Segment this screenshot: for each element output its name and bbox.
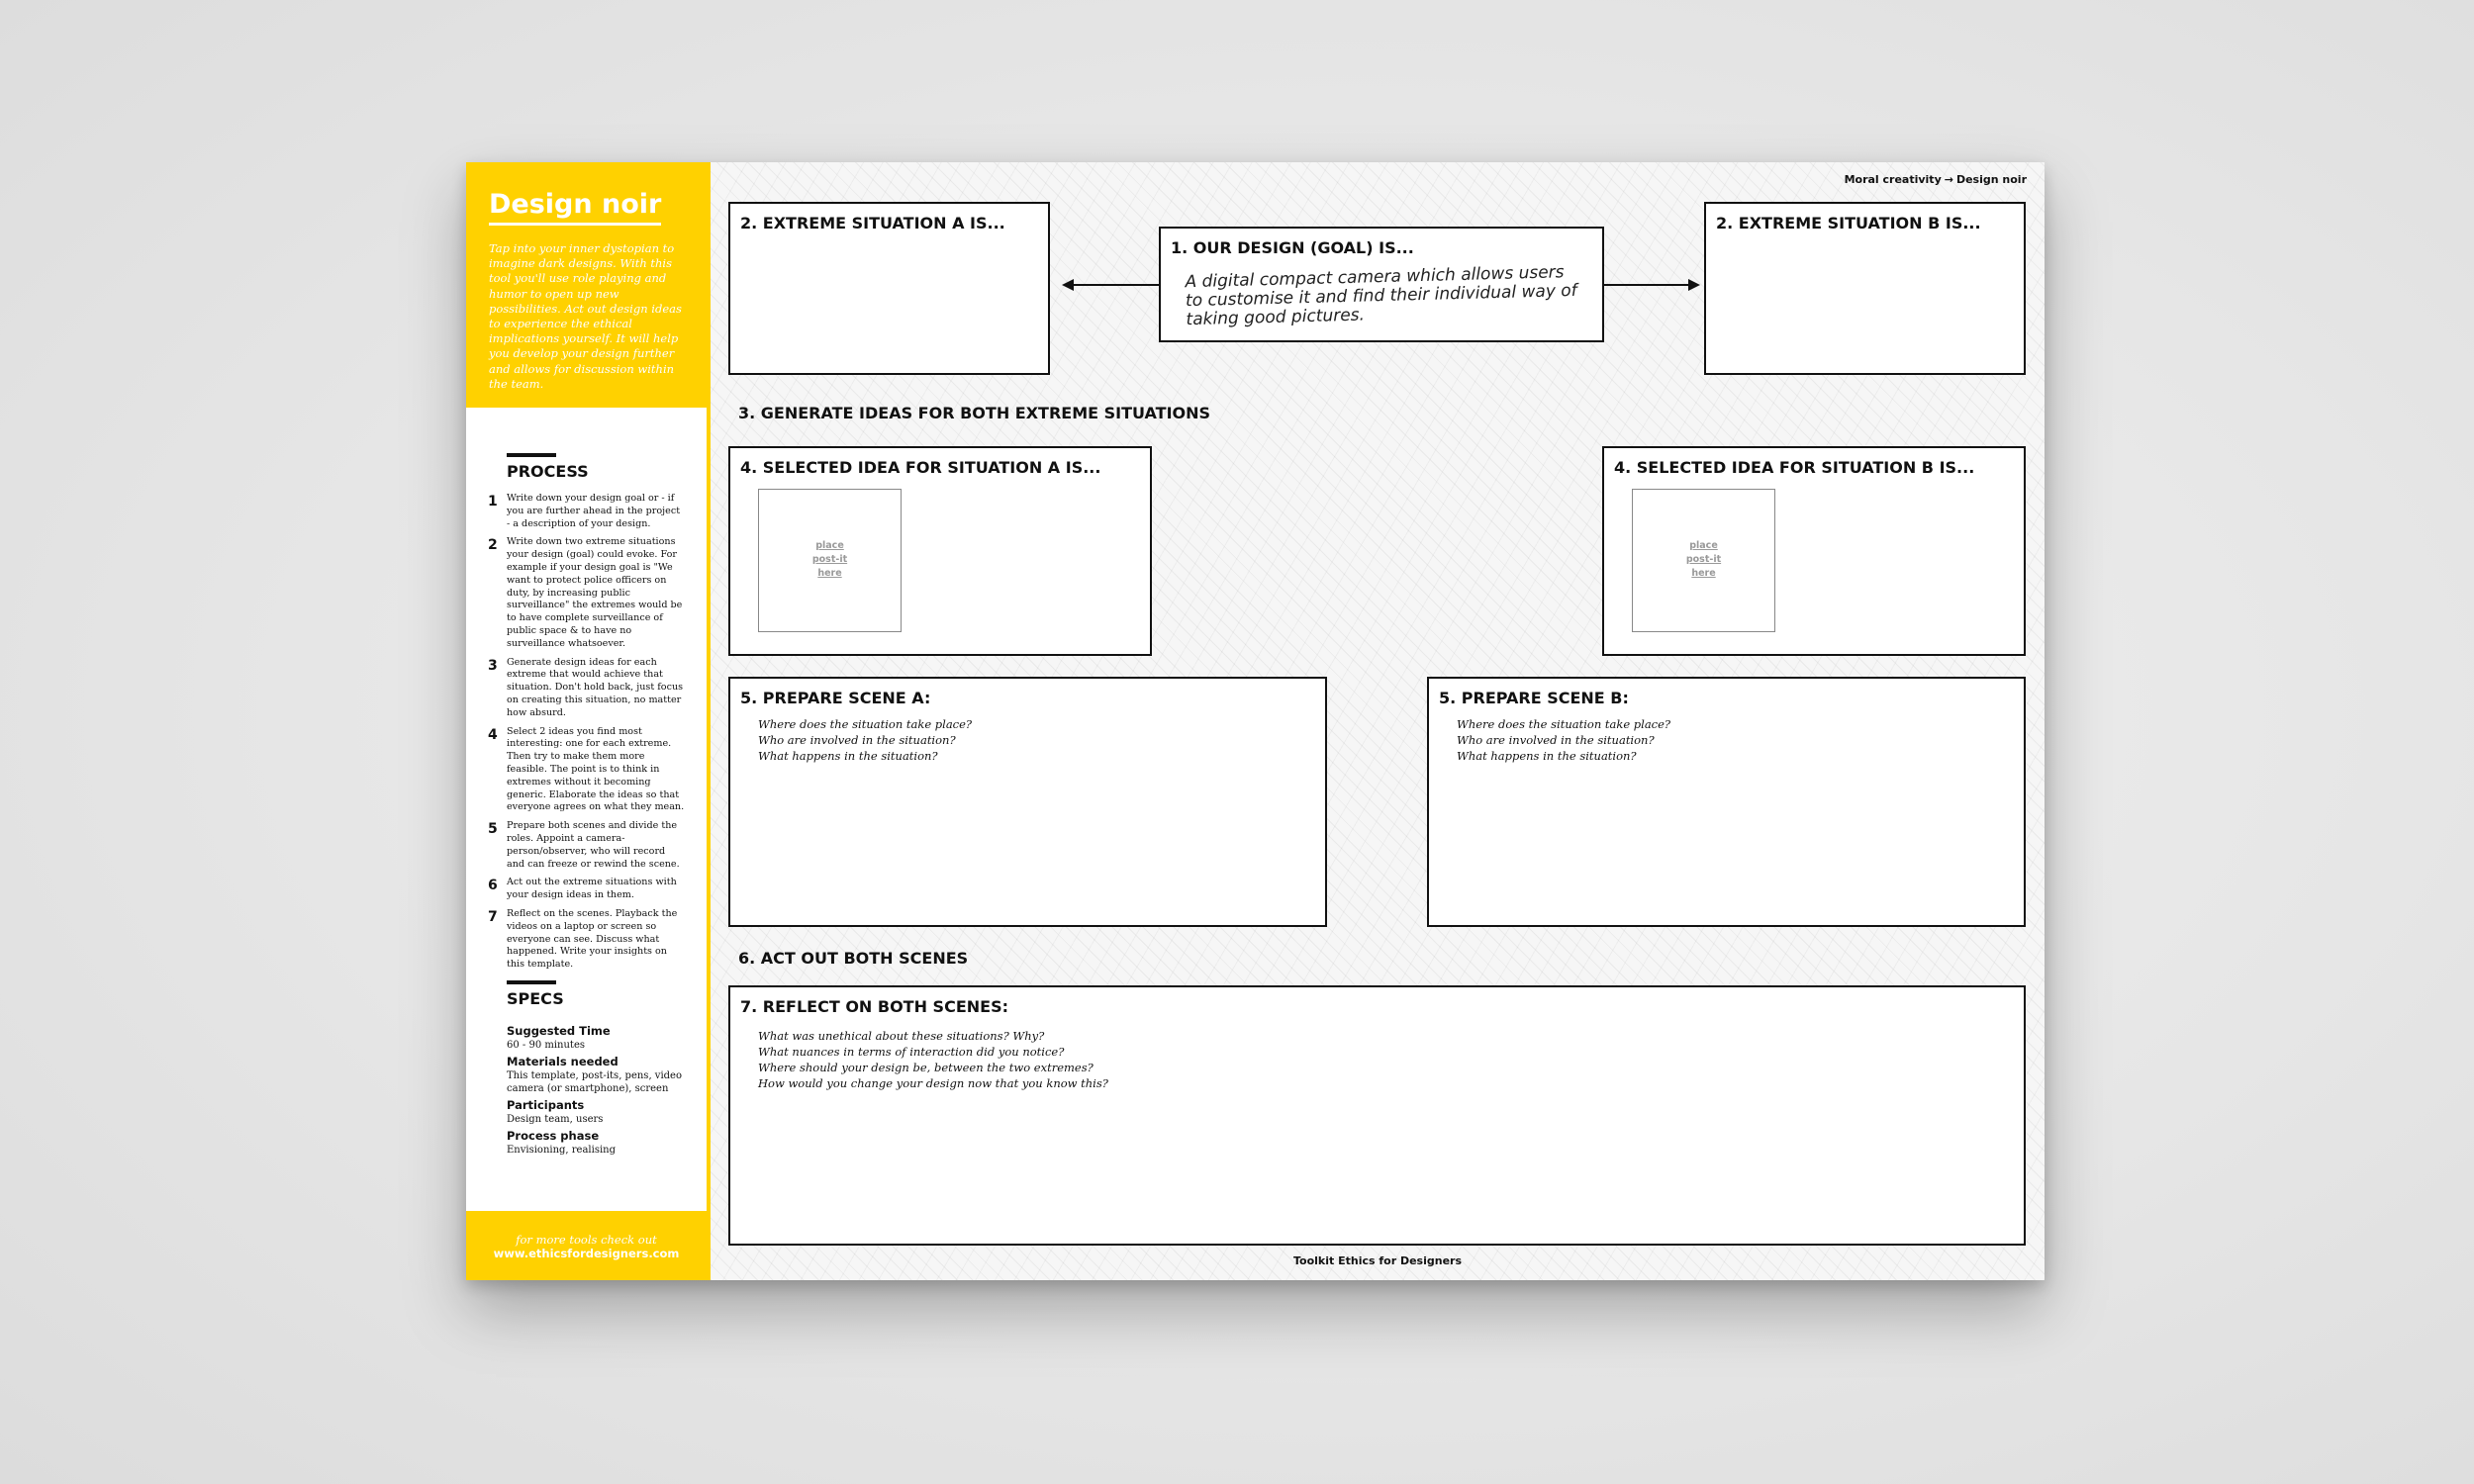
process-step (488, 536, 686, 650)
prepare-scene-b-title: 5. PREPARE SCENE B: (1439, 689, 1629, 707)
step-number: 2 (488, 537, 498, 554)
process-steps (488, 493, 686, 977)
reflect-title: 7. REFLECT ON BOTH SCENES: (740, 997, 1008, 1016)
scene-a-questions (758, 716, 972, 764)
spec-value: Envisioning, realising (507, 1145, 617, 1156)
spec-label: Materials needed (507, 1055, 618, 1068)
process-step (488, 657, 686, 720)
footer-note: for more tools check out (516, 1233, 657, 1247)
process-step (488, 493, 686, 530)
prompt-question: Who are involved in the situation? (758, 733, 956, 747)
step-number: 5 (488, 821, 498, 838)
sidebar-footer (466, 1211, 707, 1280)
arrow-right-icon (1688, 279, 1700, 291)
design-goal-box[interactable] (1159, 227, 1604, 342)
step-text: Select 2 ideas you find most interesting: one for each extreme. Then try to make them more feasible. The point is to think in extremes without it becoming generic. Elaborate the ideas so that everyone agrees on what they mean. (507, 725, 685, 813)
process-step (488, 908, 686, 972)
breadcrumb-tool: Design noir (1955, 173, 2027, 186)
prompt-question: Who are involved in the situation? (1457, 733, 1655, 747)
sidebar-header (466, 162, 707, 408)
design-goal-text: A digital compact camera which allows users to customise it and find their individual way of taking good pictures. (1185, 262, 1577, 330)
spec-label: Process phase (507, 1129, 600, 1143)
prompt-question: What happens in the situation? (758, 749, 938, 763)
prepare-scene-a-box[interactable] (728, 677, 1327, 927)
website-link[interactable]: www.ethicsfordesigners.com (493, 1247, 680, 1260)
selected-idea-b-box[interactable] (1602, 446, 2026, 656)
template-poster (466, 162, 2045, 1280)
process-title: PROCESS (507, 462, 589, 481)
generate-ideas-label: 3. GENERATE IDEAS FOR BOTH EXTREME SITUATIONS (738, 404, 1211, 422)
selected-idea-a-title: 4. SELECTED IDEA FOR SITUATION A IS... (740, 458, 1101, 477)
prompt-question: What happens in the situation? (1457, 749, 1637, 763)
spec-label: Suggested Time (507, 1024, 611, 1038)
step-text: Write down two extreme situations your design (goal) could evoke. For example if your design goal is "We want to protect police officers on duty, by increasing public surveillance" the extremes would be to have complete surveillance of public space & to have no surveillance whatsoever. (507, 536, 683, 649)
prompt-question: What nuances in terms of interaction did you notice? (758, 1045, 1065, 1059)
process-step (488, 820, 686, 871)
process-step (488, 877, 686, 902)
breadcrumb (1845, 173, 2027, 186)
spec-value: 60 - 90 minutes (507, 1040, 585, 1051)
selected-idea-b-title: 4. SELECTED IDEA FOR SITUATION B IS... (1614, 458, 1975, 477)
spec-value: Design team, users (507, 1114, 604, 1125)
prompt-question: Where should your design be, between the two extremes? (758, 1061, 1094, 1074)
step-text: Write down your design goal or - if you are further ahead in the project - a description of your design. (507, 493, 681, 529)
step-text: Generate design ideas for each extreme that would achieve that situation. Don't hold back, just focus on creating this situation, no matter how absurd. (507, 656, 684, 718)
postit-hint: place post-it here (1685, 540, 1722, 579)
process-step (488, 726, 686, 815)
prepare-scene-b-box[interactable] (1427, 677, 2026, 927)
step-number: 6 (488, 878, 498, 894)
prompt-question: Where does the situation take place? (1457, 717, 1671, 731)
act-out-label: 6. ACT OUT BOTH SCENES (738, 949, 969, 968)
prompt-question: How would you change your design now that you know this? (758, 1076, 1108, 1090)
prompt-question: Where does the situation take place? (758, 717, 973, 731)
connector-line-left (1067, 284, 1159, 286)
prompt-question: What was unethical about these situations? Why? (758, 1029, 1045, 1043)
extreme-situation-a-title: 2. EXTREME SITUATION A IS... (740, 214, 1005, 232)
design-goal-title: 1. OUR DESIGN (GOAL) IS... (1171, 238, 1414, 257)
postit-hint: place post-it here (811, 540, 848, 579)
reflect-questions (758, 1028, 1108, 1091)
arrow-right-icon: → (1944, 173, 1953, 186)
selected-idea-a-box[interactable] (728, 446, 1152, 656)
step-number: 7 (488, 908, 498, 925)
spec-value: This template, post-its, pens, video camera (or smartphone), screen (507, 1070, 682, 1094)
specs-divider (507, 980, 556, 984)
postit-placeholder[interactable] (1632, 489, 1775, 632)
extreme-situation-b-title: 2. EXTREME SITUATION B IS... (1716, 214, 1981, 232)
extreme-situation-b-box[interactable] (1704, 202, 2026, 375)
toolkit-footer: Toolkit Ethics for Designers (1292, 1254, 1463, 1267)
step-text: Reflect on the scenes. Playback the videos on a laptop or screen so everyone can see. Discuss what happened. Write your insights on this template. (507, 907, 678, 971)
sidebar (466, 162, 707, 1280)
connector-line-right (1604, 284, 1693, 286)
specs-title: SPECS (507, 989, 564, 1008)
specs-list (507, 1021, 690, 1159)
scene-b-questions (1457, 716, 1670, 764)
extreme-situation-a-box[interactable] (728, 202, 1050, 375)
arrow-left-icon (1062, 279, 1074, 291)
prepare-scene-a-title: 5. PREPARE SCENE A: (740, 689, 931, 707)
step-number: 1 (488, 494, 498, 510)
step-text: Prepare both scenes and divide the roles. Appoint a camera-person/observer, who will record and can freeze or rewind the scene. (507, 820, 680, 870)
reflect-box[interactable] (728, 985, 2026, 1246)
step-number: 4 (488, 726, 498, 743)
step-text: Act out the extreme situations with your design ideas in them. (507, 877, 677, 901)
tool-intro: Tap into your inner dystopian to imagine dark designs. With this tool you'll use role playing and humor to open up new possibilities. Act out design ideas to experience the ethical implications yourself. It will help you develop your design further and allows for discussion within the team. (489, 241, 682, 391)
process-divider (507, 453, 556, 457)
spec-label: Participants (507, 1098, 585, 1112)
postit-placeholder[interactable] (758, 489, 902, 632)
template-canvas (711, 162, 2045, 1280)
breadcrumb-category: Moral creativity (1844, 173, 1942, 186)
step-number: 3 (488, 657, 498, 674)
tool-title: Design noir (489, 188, 661, 226)
